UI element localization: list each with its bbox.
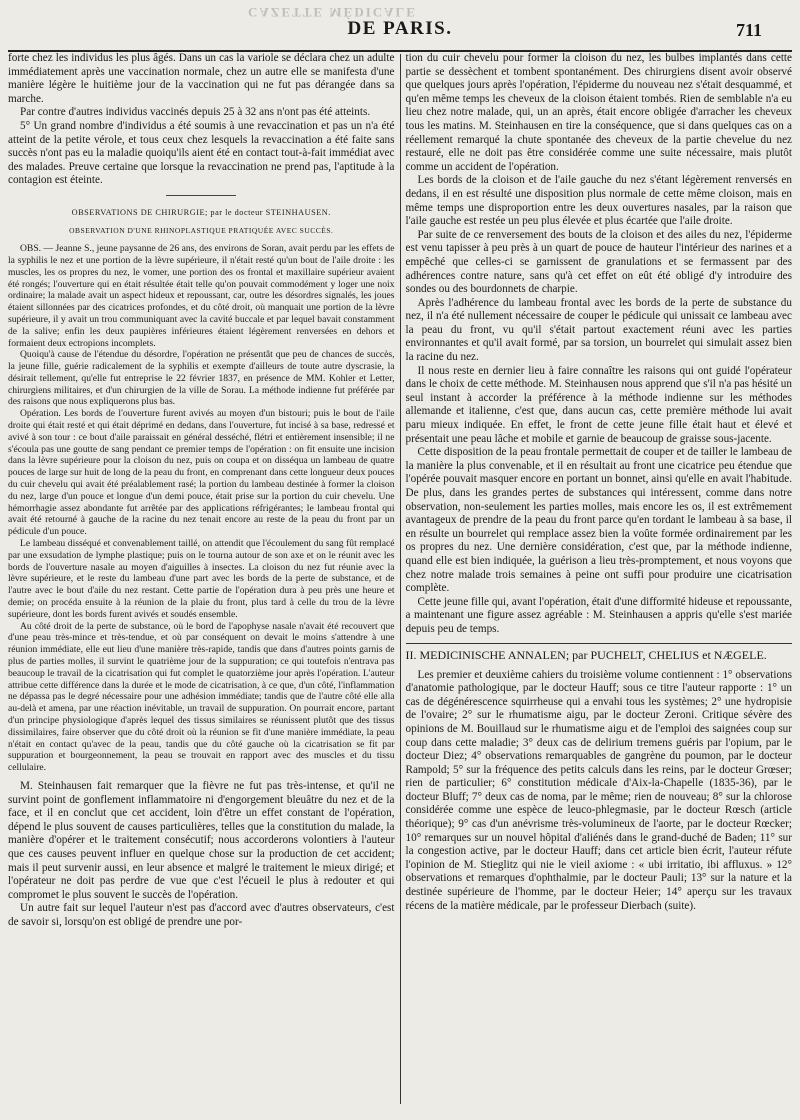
paragraph: Les bords de la cloison et de l'aile gauche du nez s'étant légèrement renversés en dedans, il en est résulté une disposition plus normale de cette même cloison, mais en même temps une disproportion entre les deux ouvertures nasales, par la raison que l'aile gauche est restée un peu plus élevée et plus écartée que l'aile droite. xyxy=(405,174,792,228)
page-header xyxy=(8,5,792,52)
paragraph: forte chez les individus les plus âgés. Dans un cas la variole se déclara chez un adulte immédiatement après une vaccination normale, chez un autre elle se manifesta d'une manière légère le huitième jour de la vaccination qui ne fut pas dérangée dans sa marche. xyxy=(8,52,395,105)
paragraph: tion du cuir chevelu pour former la cloison du nez, les bulbes implantés dans cette partie se dessèchent et tombent spontanément. Des chirurgiens disent avoir observé que quelques jours après l'opération, l'épiderme du nouveau nez s'était desquammé, et qu'en même temps les cheveux de la cloison étaient tombés. Rien de semblable n'a eu lieu chez notre malade, qui, un an après, était encore obligée d'arracher les cheveux tous les matins. M. Steinhausen en tire la conséquence, que si dans quelques cas on a réellement remarqué la chute spontanée des cheveux de la partie cheveluе du nez restauré, elle ne doit pas être considérée comme une suite nécessaire, mais plutôt comme un accident de l'opération. xyxy=(405,52,792,173)
paragraph: Cette disposition de la peau frontale permettait de couper et de tailler le lambeau de la manière la plus convenable, et il en résultait au front une cicatrice peu étendue que l'opérée pouvait masquer encore en portant un bonnet, ainsi qu'elle en avait l'habitude. De plus, dans les grandes pertes de substances qui intéressent, comme dans notre observation, non-seulement les parties molles, mais encore les os, il est extrêmement avantageux de prendre de la peau du front parce qu'en tordant le lambeau à sa base, il en résulte un bourrelet qui remplace assez bien la voûte formée ordinairement par les os propres du nez. Une dernière considération, c'est que, par la méthode indienne, quand elle est bien indiquée, la guérison a lieu très-promptement, et nous voyons que chez notre malade trois semaines à peine ont suffi pour produire une cicatrisation complète. xyxy=(405,446,792,595)
bleed-through-text: CAZETTE MÉDICALE xyxy=(248,5,417,20)
paragraph: Après l'adhérence du lambeau frontal avec les bords de la perte de substance du nez, il n'a été nullement nécessaire de couper le pédicule qui unissait ce lambeau avec la peau du front, vu qu'il s'était partout exactement réuni avec les parties environnantes et qu'il avait formé, par sa torsion, un bourrelet qui simulait assez bien la racine du nez. xyxy=(405,296,792,364)
section-divider xyxy=(406,643,793,644)
subsection-title: OBSERVATION D'UNE RHINOPLASTIQUE PRATIQUÉE AVEC SUCCÈS. xyxy=(69,225,334,235)
right-column xyxy=(401,52,793,1112)
running-title: DE PARIS. xyxy=(347,18,453,39)
left-column xyxy=(8,52,400,1112)
paragraph: OBS. — Jeanne S., jeune paysanne de 26 ans, des environs de Soran, avait perdu par les effets de la syphilis le nez et une portion de la lèvre supérieure, il n'était resté qu'un bout de l'aile droite : les muscles, les os propres du nez, le vomer, une portion des os frontal et maxillaire supérieur avaient été rongés; l'ouverture qui en était résultée était telle qu'on pouvait commodément y loger une noix ordinaire; la malade avait un aspect hideux et repoussant, car, outre les désordres signalés, les joues étaient sillonnées par des cicatrices profondes, et du côté droit, où manquait une portion de la lèvre supérieure, il y avait un trou communiquant avec la cavité buccale et par lequel bavait constamment de la salive; enfin les deux paupières inférieures étaient légèrement renversées en dehors et formaient deux ectropions incomplets. xyxy=(8,243,395,349)
paragraph: 5° Un grand nombre d'individus a été soumis à une revaccination et pas un n'a été atteint de la petite vérole, et tous ceux chez lesquels la revaccination a été faite sans succès n'ont pas eu la maladie quoiqu'ils aient été en contact tout-à-fait immédiat avec des malades. Preuve certaine que lorsque la revaccination ne prend pas, l'aptitude à la contagion est éteinte. xyxy=(8,119,395,187)
paragraph: Les premier et deuxième cahiers du troisième volume contiennent : 1° observations d'anatomie pathologique, par le docteur Hauff; sous ce titre l'auteur rapporte : 1° un cas de dégénérescence squirrheuse qui a envahi tous les systèmes; 2° une hydropisie de l'ovaire; 2° sur le rhumatisme aigu, par le docteur Zeroni. Critique sévère des opinions de M. Bouillaud sur le rhumatisme aigu et de l'emploi des saignées coup sur coup dans cette maladie; 3° deux cas de delirium tremens guéris par l'opium, par le docteur Diez; 4° observations remarquables de gangrène du poumon, par le docteur Rampold; 5° sur la fréquence des petits calculs dans les reins, par le docteur Grœser; rien de particulier; 6° constitution médicale d'Aix-la-Chapelle (1835-36), par le docteur Bluff; 7° deux cas de noma, par le même; rien de nouveau; 8° sur la chlorose considérée comme une espèce de leuco-phlegmasie, par le docteur Rœsch (article théorique); 9° cas d'un anévrisme très-volumineux de l'aorte, par le docteur Rœcker; 10° remarques sur un nouvel hôpital d'aliénés dans le grand-duché de Baden; 11° sur la congestion active, par le docteur Hauff; dans cet article bien écrit, l'auteur réfute l'opinion de M. Stieglitz qui nie le vieil axiome : « ubi irritatio, ibi affluxus. » 12° observations et remarques d'ophthalmie, par le docteur Pauli; 13° sur la nature et la destinée supérieure de l'homme, par le docteur Heier; 14° aperçu sur les travaux récens de la matière médicale, par le professeur Dierbach (suite). xyxy=(405,668,792,912)
paragraph: Un autre fait sur lequel l'auteur n'est pas d'accord avec d'autres observateurs, c'est de savoir si, lorsqu'on est obligé de prendre une por- xyxy=(8,902,395,928)
paragraph: Par contre d'autres individus vaccinés depuis 25 à 32 ans n'ont pas été atteints. xyxy=(20,106,371,119)
paragraph: Il nous reste en dernier lieu à faire connaître les raisons qui ont guidé l'opérateur dans le choix de cette méthode. M. Steinhausen nous apprend que s'il n'a pas hésité un seul instant à accorder la préférence à la méthode indienne sur les méthodes allemande et italienne, c'est que, dans aucun cas, cette première méthode lui avait paru mieux indiquée. En effet, le front de cette jeune fille était haut et élevé et présentait une peau lâche et mobile et garnie de beaucoup de graisse sous-jacente. xyxy=(405,364,792,445)
page-number: 711 xyxy=(735,20,762,40)
paragraph: Opération. Les bords de l'ouverture furent avivés au moyen d'un bistouri; puis le bout de l'aile droite qui était resté et qui était déprimé en dedans, dans l'ouverture, fut incisé à sa base, redressé et avivé à son tour : ce bout d'aile paraissait en général desséché, flétri et entièrement insensible; il ne s'écoula pas une goutte de sang pendant ce premier temps de l'opération : on fit ensuite une incision dans la lèvre supérieure pour la cloison du nez, puis on coupa et on disséqua un lambeau de quatre pouces de large sur huit de long de la peau du front, en comprenant dans cette longueur deux pouces du cuir chevelu qui avait été préalablement rasé; la portion du lambeau destinée à former la cloison du nez, large d'un pouce et longue d'un demi pouce, était prise sur la portion du cuir chevelu. Une hémorrhagie assez abondante fut arrêtée par des applications réfrigérantes; le lambeau frontal qui avait été retourné à gauche de la racine du nez tenait encore au reste de la peau du front par un pédicule d'un pouce. xyxy=(8,408,395,538)
paragraph: Cette jeune fille qui, avant l'opération, était d'une difformité hideuse et repoussante, a maintenant une figure assez agréable : M. Steinhausen a appris qu'elle s'est mariée depuis peu de temps. xyxy=(405,595,792,635)
paragraph: M. Steinhausen fait remarquer que la fièvre ne fut pas très-intense, et qu'il ne survint point de gonflement inflammatoire ni d'engorgement bleuâtre du nez et de la face, et il en conclut que cet accident, loin d'être un effet constant de l'opération, dépend le plus souvent de causes particulières, telles que la constitution du malade, la manière d'opérer et le traitement consécutif; nous accorderons volontiers à l'auteur que ces causes peuvent influer en quelque chose sur la production de cet accident; mais il peut survenir aussi, en leur absence et malgré le traitement le mieux dirigé; et l'opérateur ne doit pas perdre de vue que c'est l'écueil le plus à redouter et qui compromet le plus souvent le succès de l'opération. xyxy=(8,779,395,901)
text-columns xyxy=(8,52,792,1112)
paragraph: Quoiqu'à cause de l'étendue du désordre, l'opération ne présentât que peu de chances de succès, la jeune fille, guérie radicalement de la syphilis et exempte d'ailleurs de toute autre dyscrasie, la désirait tellement, qu'elle fut entreprise le 22 février 1837, en présence de MM. Kohler et Letter, chirurgiens militaires, et d'un chirurgien de la ville de Sorau. La méthode indienne fut préférée par des raisons que nous expliquerons plus bas. xyxy=(8,349,395,408)
paragraph: Au côté droit de la perte de substance, où le bord de l'apophyse nasale n'avait été recouvert que d'une peau très-mince et très-tendue, et où par conséquent on devait le moins s'attendre à une réunion immédiate, elle eut lieu d'une manière très-rapide, tandis que dans d'autres points garnis de plus de parties molles, il survint le quatrième jour de la suppuration; ce qui toutefois n'entrava pas beaucoup le travail de la cicatrisation qui fut complet le quatorzième jour après l'opération. L'auteur attribue cette différence dans la durée et le mode de cicatrisation, à ce que, d'un côté, l'inflammation ne dépassa pas le degré nécessaire pour une adhésion immédiate; tandis que de l'autre côté elle alla au-delà et amena, par une réaction inévitable, un travail de suppuration. On pourrait encore, partant d'un principe physiologique d'après lequel des tissus similaires se réunissent plutôt que des tissus dissimilaires, faire observer que du côté droit où la réunion se fit d'une manière immédiate, la peau n'était en contact qu'avec de la peau, tandis que du côté gauche où la cicatrisation se fit par suppuration et bourgeonnement, la peau se trouvait en rapport avec des muscles et du tissu cellulaire. xyxy=(8,620,395,774)
journal-heading: II. MEDICINISCHE ANNALEN; par PUCHELT, CHELIUS et NÆGELE. xyxy=(405,647,767,662)
paragraph: Par suite de ce renversement des bouts de la cloison et des ailes du nez, l'épiderme est venu tapisser à peu près à un quart de pouce de hauteur l'intérieur des narines et a empêché que celles-ci se garnissent de granulations et se fermassent par des adhérences contre nature, sans qu'à cet effet on eût été obligé d'y introduire des sondes ou des bourdonnets de charpie. xyxy=(405,228,792,296)
section-title: OBSERVATIONS DE CHIRURGIE; par le docteur STEINHAUSEN. xyxy=(71,207,331,217)
section-divider xyxy=(166,195,236,196)
paragraph: Le lambeau disséqué et convenablement taillé, on attendit que l'écoulement du sang fût remplacé par une exsudation de lymphe plastique; puis on le tourna autour de son axe et on le réunit avec les bords de l'ouverture nasale au moyen d'aiguilles à insectes. La cloison du nez fut réunie avec la lèvre supérieure, et le reste du lambeau d'une part avec les bords de la perte de substance, et de l'autre avec le bout d'aile du nez restant. Cette partie de l'opération dura à peu près une heure et demie; on procéda ensuite à la réunion de la plaie du front, plus tard à celle du trou de la lèvre supérieure, dont les bords furent avivés et soudés ensemble. xyxy=(8,538,395,620)
